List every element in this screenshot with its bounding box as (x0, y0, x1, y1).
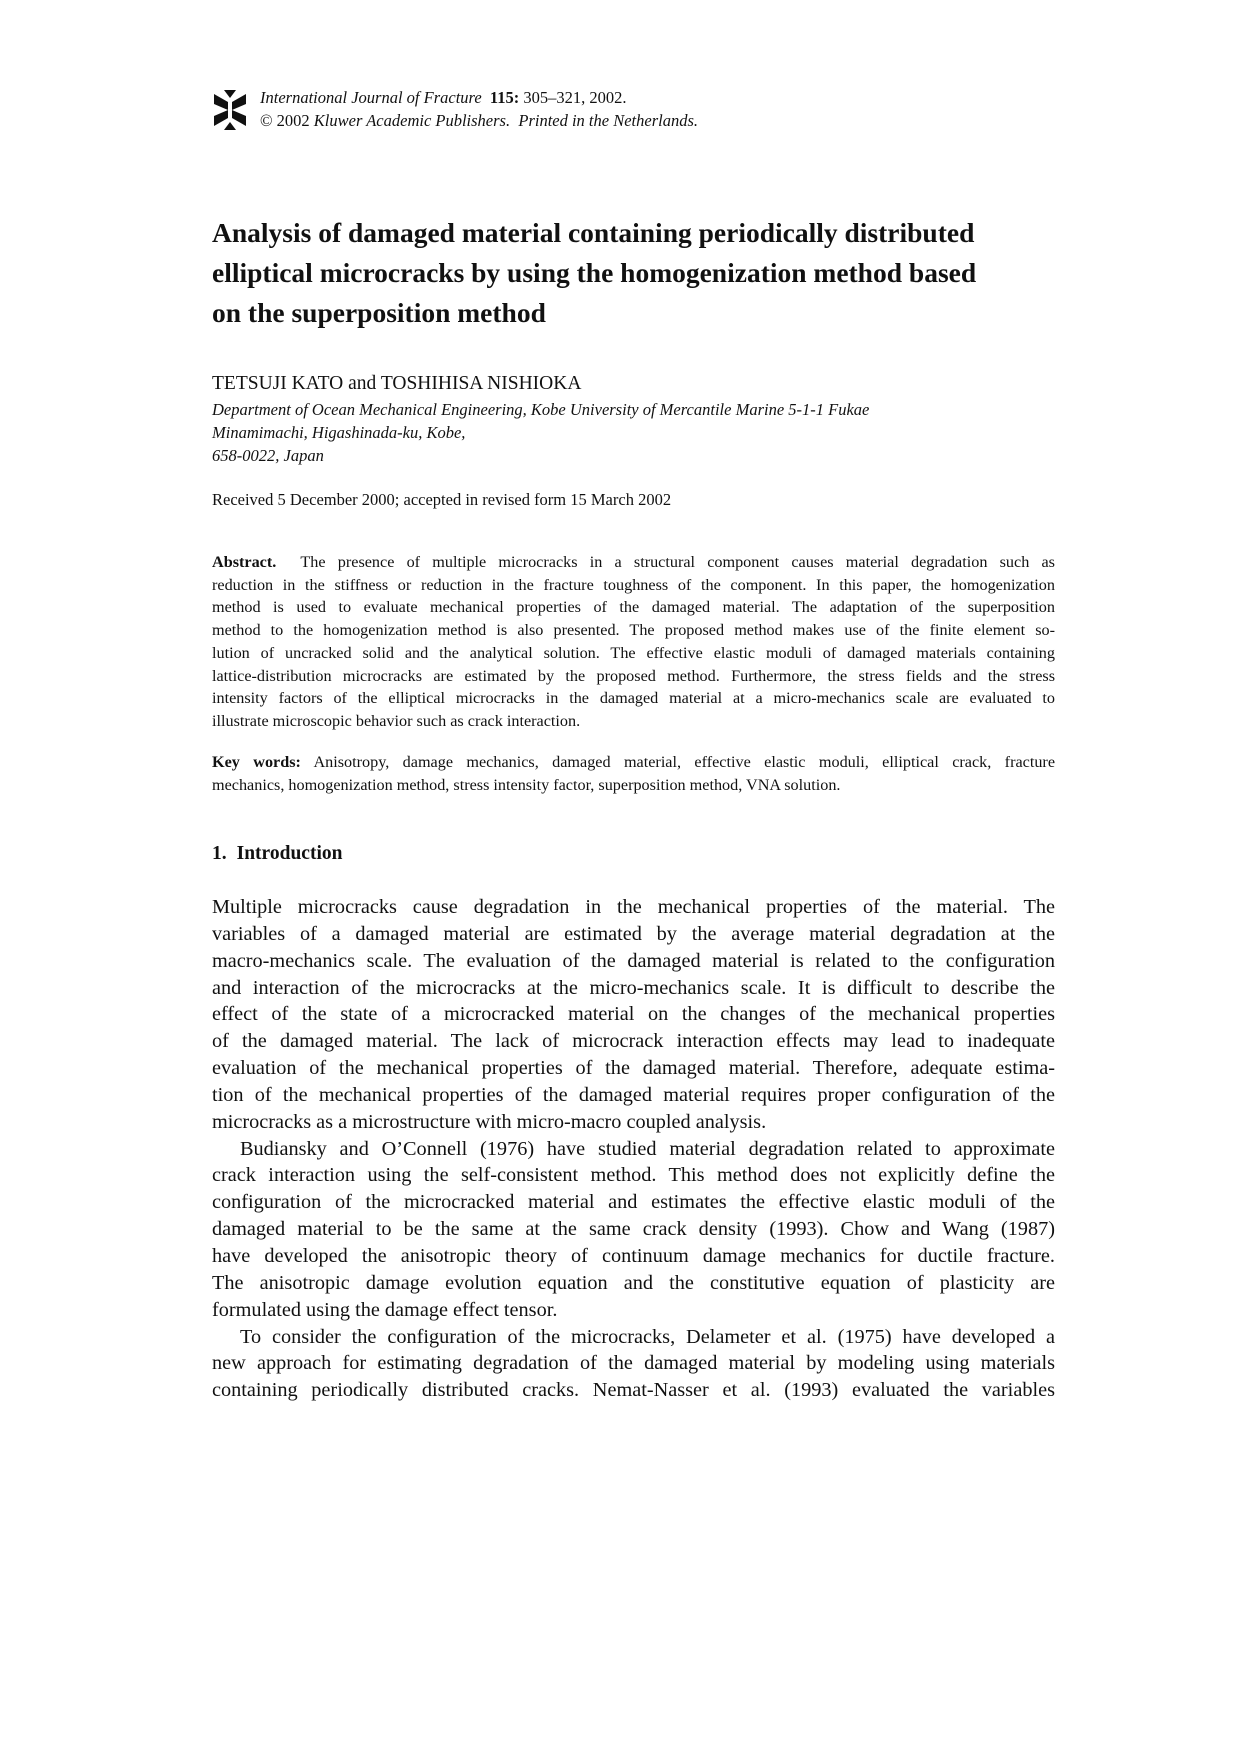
body-line: evaluation of the mechanical properties of the damaged material. Therefore, adequate estima- (212, 1057, 1055, 1080)
abstract-line: lattice-distribution microcracks are estimated by the proposed method. Furthermore, the stress fields and the stress (212, 666, 1055, 685)
body-line: microcracks as a microstructure with micro-macro coupled analysis. (212, 1110, 767, 1133)
title-line: Analysis of damaged material containing periodically distributed (212, 217, 975, 248)
body-line: variables of a damaged material are estimated by the average material degradation at the (212, 922, 1055, 945)
journal-header (212, 86, 912, 134)
copyright-year: © 2002 (260, 111, 310, 130)
section-number: 1. (212, 843, 227, 864)
paper-title (212, 213, 1055, 333)
kluwer-publisher-logo-icon (212, 90, 248, 130)
printed-location: Printed in the Netherlands. (518, 111, 699, 130)
abstract-line: reduction in the stiffness or reduction in the fracture toughness of the component. In this paper, the homogenization (212, 575, 1055, 594)
body-line: Budiansky and O’Connell (1976) have studied material degradation related to approximate (240, 1137, 1055, 1160)
authors: TETSUJI KATO and TOSHIHISA NISHIOKA (212, 373, 582, 394)
affiliation-line: 658-0022, Japan (212, 446, 324, 465)
keywords-line: mechanics, homogenization method, stress intensity factor, superposition method, VNA solution. (212, 775, 841, 794)
abstract-line (212, 551, 1055, 574)
journal-volume: 115: (489, 88, 520, 107)
affiliation-line: Department of Ocean Mechanical Engineering, Kobe University of Mercantile Marine 5-1-1 Fukae (212, 400, 870, 419)
title-line: elliptical microcracks by using the homogenization method based (212, 257, 977, 288)
body-line: and interaction of the microcracks at the micro-mechanics scale. It is difficult to describe the (212, 976, 1055, 999)
abstract-label: Abstract. (212, 553, 277, 571)
abstract-line: lution of uncracked solid and the analytical solution. The effective elastic moduli of damaged materials containing (212, 643, 1055, 662)
keywords (212, 751, 1055, 796)
body-line: containing periodically distributed cracks. Nemat-Nasser et al. (1993) evaluated the variables (212, 1379, 1055, 1402)
body-line: Multiple microcracks cause degradation in the mechanical properties of the material. The (212, 896, 1055, 918)
body-line: damaged material to be the same at the same crack density (1993). Chow and Wang (1987) (212, 1218, 1055, 1241)
body-line: effect of the state of a microcracked material on the changes of the mechanical properties (212, 1003, 1055, 1026)
body-line: crack interaction using the self-consistent method. This method does not explicitly define the (212, 1164, 1055, 1187)
abstract (212, 551, 1055, 733)
affiliation-line: Minamimachi, Higashinada-ku, Kobe, (212, 423, 466, 442)
publisher-name: Kluwer Academic Publishers. (313, 111, 511, 130)
introduction-body (212, 894, 1055, 1404)
body-line: new approach for estimating degradation of the damaged material by modeling using materials (212, 1352, 1055, 1375)
abstract-line: method is used to evaluate mechanical properties of the damaged material. The adaptation of the superposition (212, 598, 1055, 617)
body-line: formulated using the damage effect tensor. (212, 1298, 558, 1321)
body-line: configuration of the microcracked material and estimates the effective elastic moduli of the (212, 1191, 1055, 1214)
abstract-line: method to the homogenization method is also presented. The proposed method makes use of the finite element so- (212, 621, 1055, 640)
body-line: The anisotropic damage evolution equation and the constitutive equation of plasticity are (212, 1271, 1055, 1294)
abstract-line: intensity factors of the elliptical microcracks in the damaged material at a micro-mechanics scale are evaluated to (212, 689, 1055, 708)
journal-pages-year: 305–321, 2002. (523, 88, 627, 107)
body-line: tion of the mechanical properties of the damaged material requires proper configuration of the (212, 1083, 1055, 1106)
affiliation (212, 398, 869, 467)
body-line: have developed the anisotropic theory of continuum damage mechanics for ductile fracture. (212, 1244, 1055, 1267)
journal-citation-line (260, 86, 698, 109)
keywords-first-line: Anisotropy, damage mechanics, damaged material, effective elastic moduli, elliptical crack, fracture (313, 753, 1056, 771)
title-line: on the superposition method (212, 297, 546, 328)
section-heading (212, 842, 342, 866)
keywords-label: Key words: (212, 753, 301, 771)
journal-name: International Journal of Fracture (260, 88, 482, 107)
abstract-line: illustrate microscopic behavior such as crack interaction. (212, 711, 581, 730)
abstract-first-line: The presence of multiple microcracks in a structural component causes material degradation such as (300, 553, 1055, 571)
received-dates: Received 5 December 2000; accepted in revised form 15 March 2002 (212, 490, 672, 509)
body-line: of the damaged material. The lack of microcrack interaction effects may lead to inadequate (212, 1030, 1055, 1053)
body-line: To consider the configuration of the microcracks, Delameter et al. (1975) have developed a (240, 1325, 1055, 1348)
copyright-line (260, 109, 698, 132)
body-line: macro-mechanics scale. The evaluation of the damaged material is related to the configuration (212, 949, 1055, 972)
keywords-line (212, 751, 1055, 774)
section-title: Introduction (236, 843, 343, 864)
